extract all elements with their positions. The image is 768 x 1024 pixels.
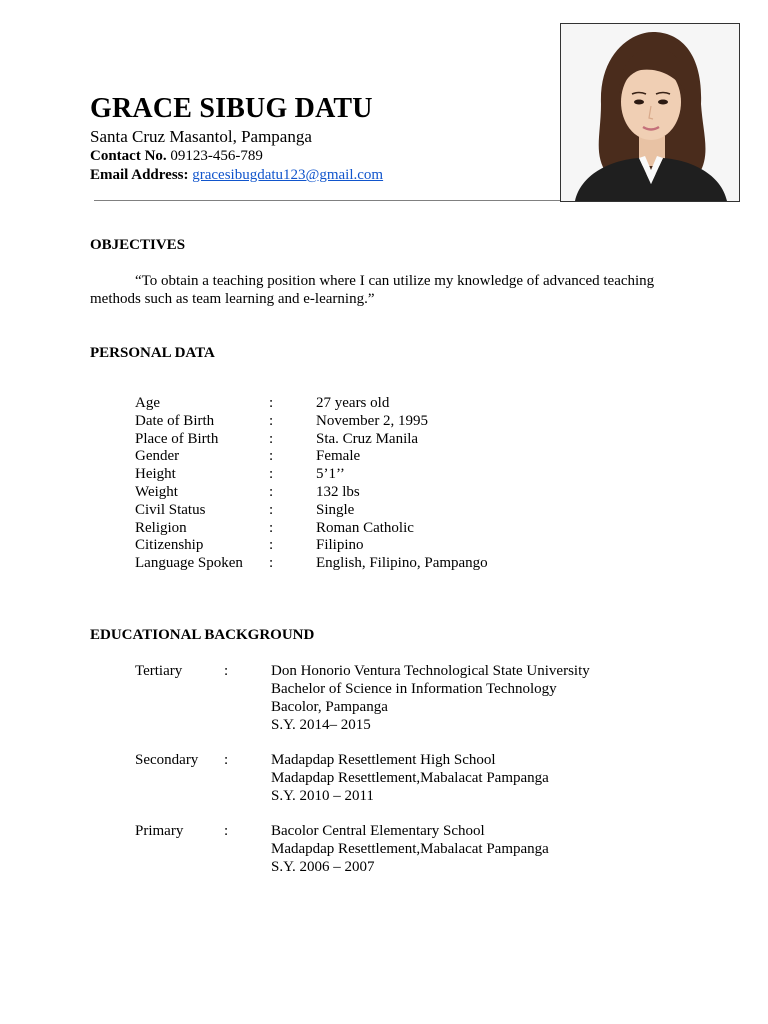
objectives-heading: OBJECTIVES [90,237,186,253]
personal-data-colon: : [269,412,274,429]
personal-data-heading: PERSONAL DATA [90,345,215,361]
education-level: Secondary [135,752,199,768]
personal-data-label: Religion [135,519,187,536]
contact-number: 09123-456-789 [170,148,263,164]
applicant-name: GRACE SIBUG DATU [90,93,373,124]
contact-line [90,147,263,165]
personal-data-value: 27 years old [316,395,390,411]
education-detail-line: Don Honorio Ventura Technological State University [271,663,590,679]
education-detail-line: Bacolor Central Elementary School [271,823,485,839]
email-link[interactable]: gracesibugdatu123@gmail.com [192,167,384,183]
education-colon: : [224,663,229,679]
personal-data-colon: : [269,466,274,483]
education-detail-line: Bacolor, Pampanga [271,699,388,715]
education-detail-line: Madapdap Resettlement High School [271,752,496,768]
profile-photo [560,23,740,202]
personal-data-value: 132 lbs [316,484,360,500]
personal-data-colon: : [269,430,274,447]
education-detail-line: Bachelor of Science in Information Technology [271,681,557,697]
portrait-image [561,24,739,201]
header-divider [94,200,562,201]
personal-data-value: Sta. Cruz Manila [316,430,419,447]
personal-data-label: Weight [135,484,178,500]
personal-data-colon: : [269,537,274,554]
personal-data-label: Language Spoken [135,555,243,572]
personal-data-value: 5’1’’ [316,466,345,483]
education-details [271,662,590,734]
personal-data-colon: : [269,501,274,518]
education-detail-line: Madapdap Resettlement,Mabalacat Pampanga [271,770,549,786]
email-line [90,166,383,184]
education-colon: : [224,823,229,839]
personal-data-colon: : [269,484,274,500]
personal-data-colon: : [269,519,274,536]
objective-text: “To obtain a teaching position where I can utilize my knowledge of advanced teaching methods such as team learning and e-learning.” [90,273,655,307]
education-heading: EDUCATIONAL BACKGROUND [90,627,315,643]
personal-data-value: Filipino [316,537,364,554]
personal-data-value: Single [316,501,355,518]
personal-data-label: Place of Birth [135,430,219,447]
education-colon: : [224,752,229,768]
education-details [271,822,549,876]
address: Santa Cruz Masantol, Pampanga [90,127,312,146]
personal-data-label: Age [135,395,160,411]
personal-data-colon: : [269,448,274,465]
personal-data-value: English, Filipino, Pampango [316,555,488,572]
education-detail-line: S.Y. 2010 – 2011 [271,788,374,804]
education-level: Primary [135,823,184,839]
personal-data-value: Roman Catholic [316,519,414,536]
email-label: Email Address: [90,167,189,183]
personal-data-value: November 2, 1995 [316,412,429,429]
personal-data-label: Civil Status [135,501,206,518]
personal-data-colon: : [269,555,274,572]
personal-data-colon: : [269,395,274,411]
personal-data-label: Gender [135,448,180,465]
personal-data-label: Height [135,466,176,483]
education-detail-line: Madapdap Resettlement,Mabalacat Pampanga [271,841,549,857]
education-level: Tertiary [135,663,183,679]
personal-data-value: Female [316,448,361,465]
personal-data-label: Date of Birth [135,412,215,429]
personal-data-label: Citizenship [135,537,204,554]
education-detail-line: S.Y. 2014– 2015 [271,717,371,733]
contact-label: Contact No. [90,148,167,164]
education-detail-line: S.Y. 2006 – 2007 [271,859,375,875]
education-details [271,751,549,805]
